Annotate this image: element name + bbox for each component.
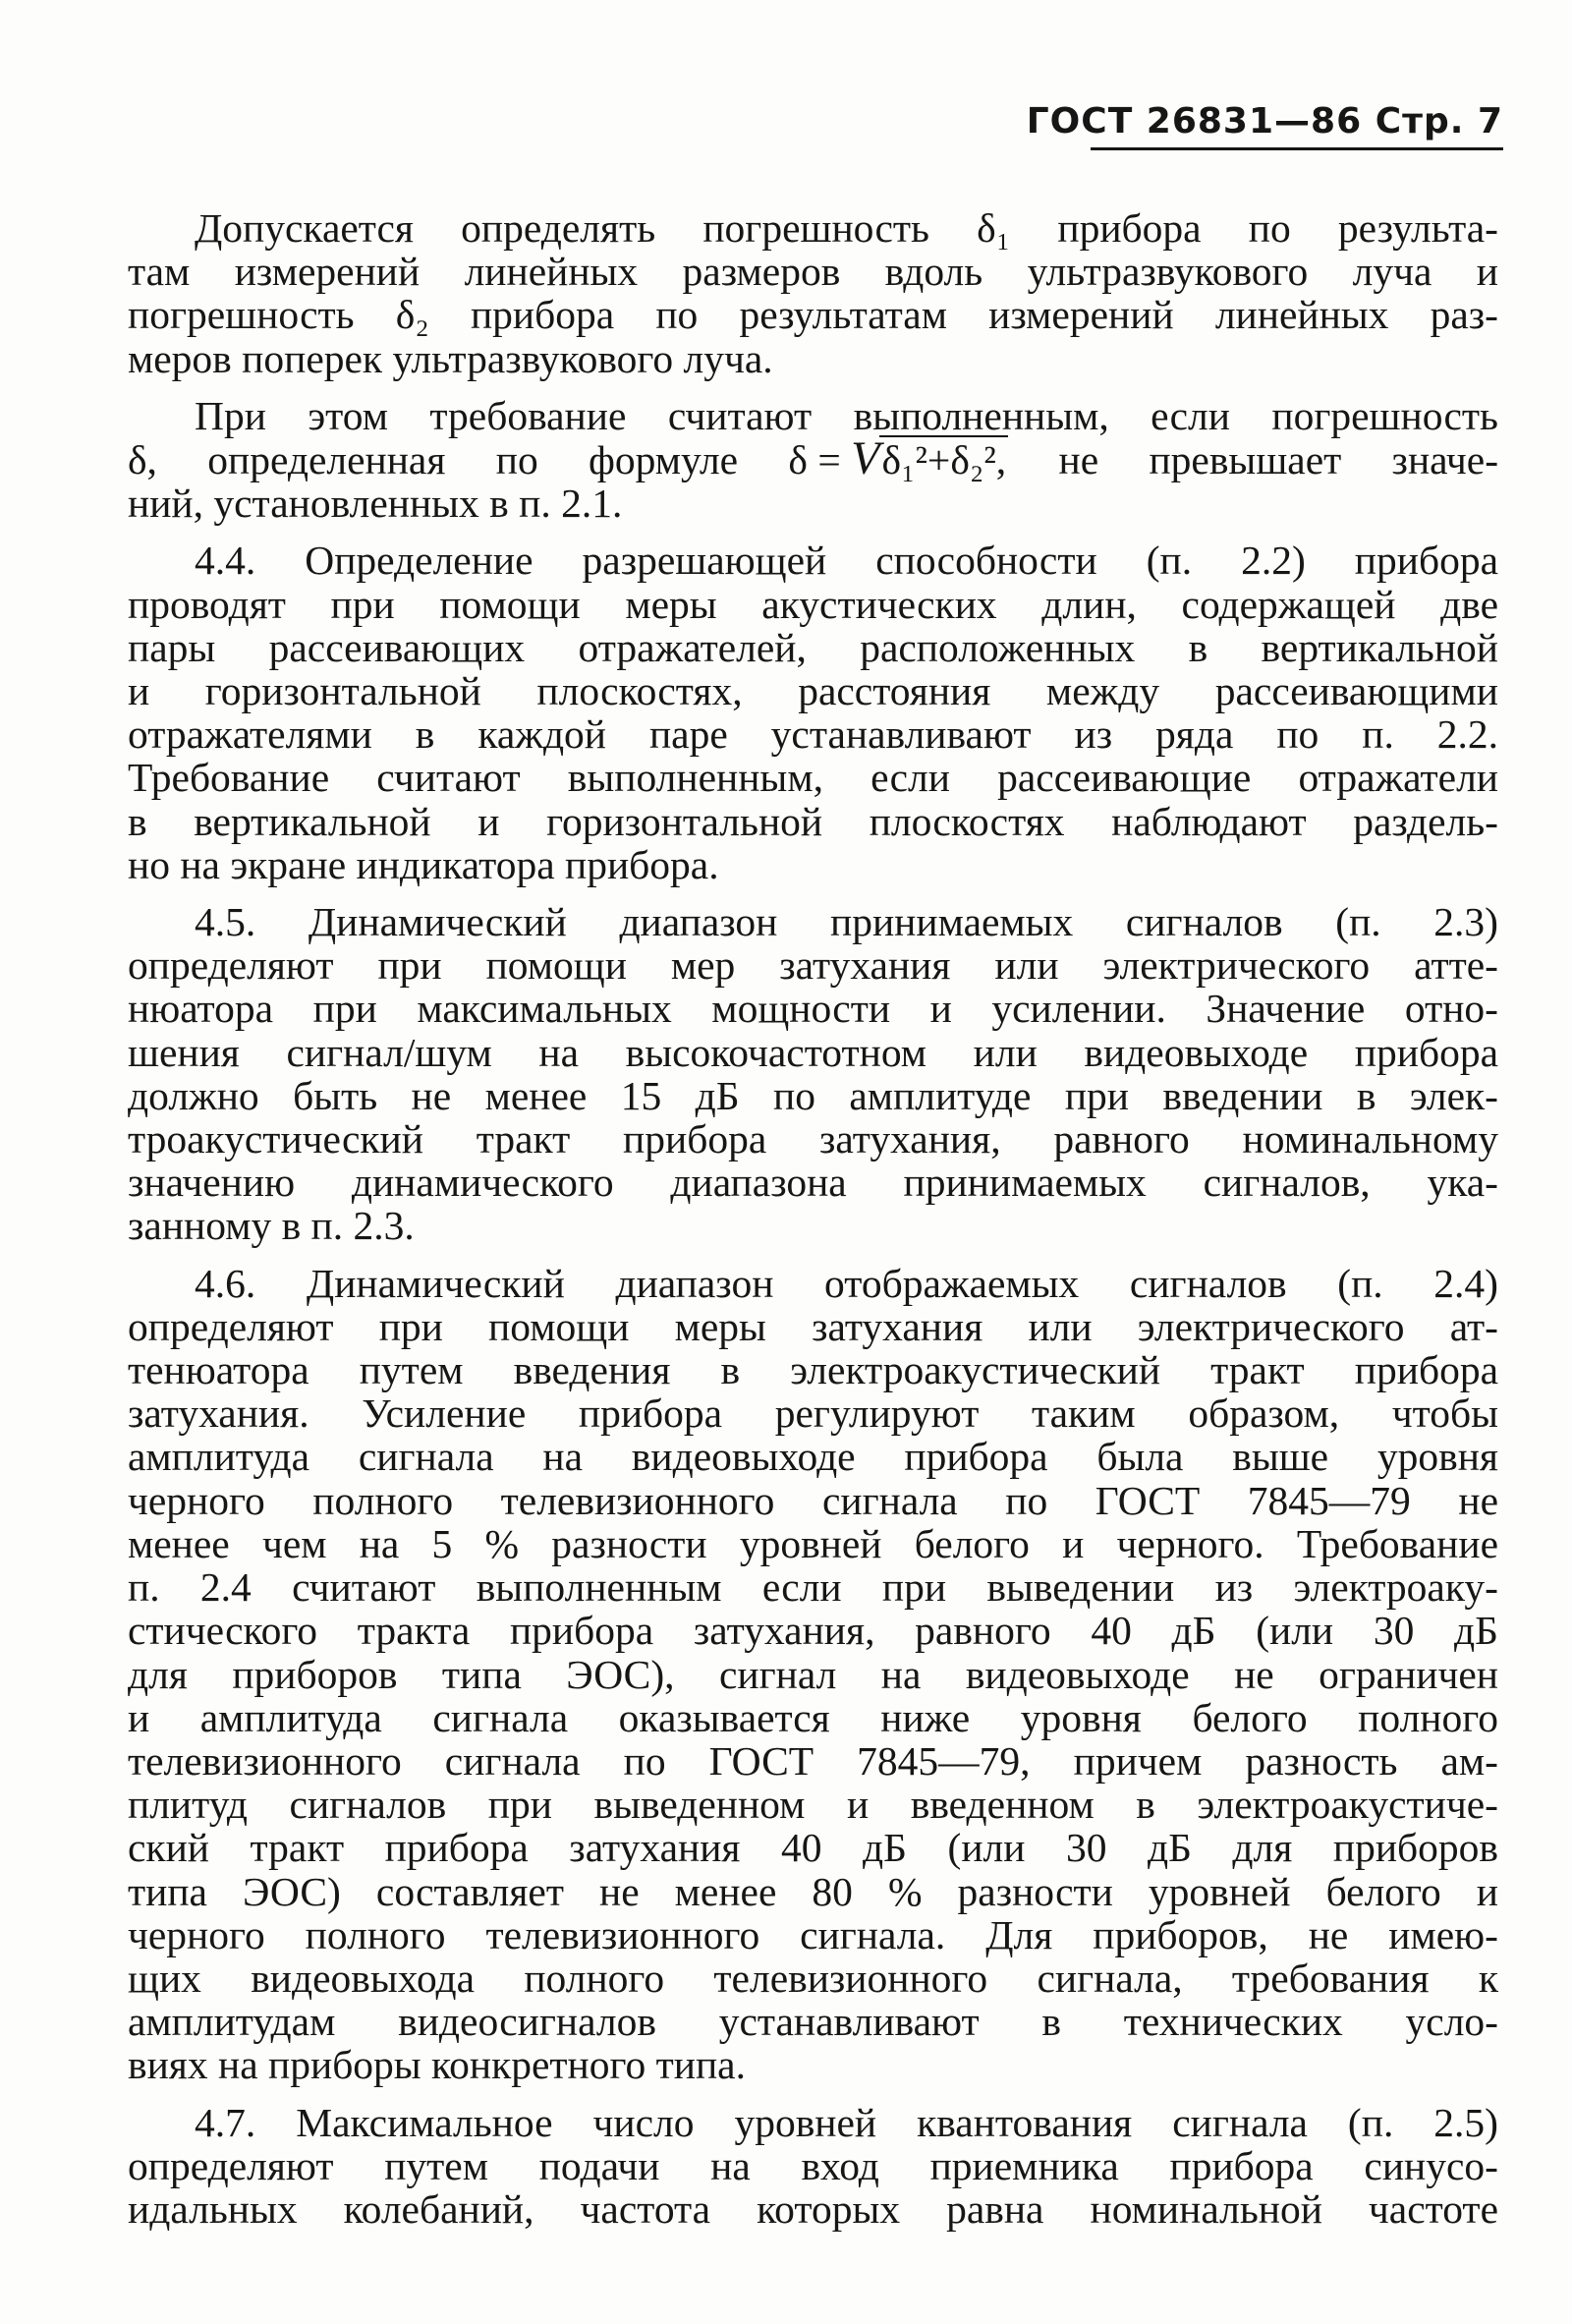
text-line: менее чем на 5 % разности уровней белого и черного. Требование (128, 1520, 1498, 1566)
text-line: черного полного телевизионного сигнала по ГОСТ 7845—79 не (128, 1477, 1498, 1523)
formula-radicand: δ₁²+δ₂², (881, 437, 1007, 483)
formula-intro: δ, определенная по формуле (128, 437, 739, 483)
text-line: шения сигнал/шум на высокочастотном или видеовыходе прибора (128, 1029, 1498, 1075)
paragraph-error-determination (128, 206, 1498, 380)
text-line: телевизионного сигнала по ГОСТ 7845—79, причем разность ам- (128, 1737, 1498, 1784)
text-line: нюатора при максимальных мощности и усилении. Значение отно- (128, 986, 1498, 1032)
text-line: должно быть не менее 15 дБ по амплитуде при введении в элек- (128, 1072, 1498, 1118)
text-line: Требование считают выполненным, если рассеивающие отражатели (128, 755, 1498, 801)
text-line: меров поперек ультразвукового луча. (128, 335, 773, 381)
text-line: отражателями в каждой паре устанавливают из ряда по п. 2.2. (128, 711, 1498, 758)
formula-outro: не превышает значе- (1058, 437, 1499, 483)
text-line: пары рассеивающих отражателей, расположенных в вертикальной (128, 624, 1498, 670)
text-line: там измерений линейных размеров вдоль ультразвукового луча и (128, 249, 1498, 295)
text-line: типа ЭОС) составляет не менее 80 % разности уровней белого и (128, 1868, 1498, 1914)
text-line: амплитуда сигнала на видеовыходе прибора была выше уровня (128, 1434, 1498, 1480)
text-line: проводят при помощи меры акустических длин, содержащей две (128, 581, 1498, 627)
text-line: 4.4. Определение разрешающей способности (п. 2.2) прибора (195, 538, 1498, 584)
text-line: и амплитуда сигнала оказывается ниже уровня белого полного (128, 1694, 1498, 1740)
text-line: но на экране индикатора прибора. (128, 841, 719, 887)
radical-sign: V (851, 432, 880, 485)
text-line: п. 2.4 считают выполненным если при выведении из электроаку- (128, 1564, 1498, 1611)
text-line: определяют при помощи меры затухания или электрического ат- (128, 1303, 1498, 1349)
document-body (128, 206, 1498, 2244)
text-line: троакустический тракт прибора затухания, равного номинальному (128, 1116, 1498, 1162)
text-line: Допускается определять погрешность δ₁ прибора по результа- (195, 205, 1498, 251)
text-line: и горизонтальной плоскостях, расстояния между рассеивающими (128, 668, 1498, 714)
text-line: виях на приборы конкретного типа. (128, 2042, 746, 2088)
text-line: для приборов типа ЭОС), сигнал на видеовыходе не ограничен (128, 1651, 1498, 1697)
text-line: щих видеовыхода полного телевизионного сигнала, требования к (128, 1955, 1498, 2001)
text-line: 4.6. Динамический диапазон отображаемых сигналов (п. 2.4) (195, 1260, 1498, 1306)
text-line: плитуд сигналов при выведенном и введенном в электроакустиче- (128, 1782, 1498, 1828)
text-line: 4.5. Динамический диапазон принимаемых сигналов (п. 2.3) (195, 899, 1498, 945)
text-line: погрешность δ₂ прибора по результатам измерений линейных раз- (128, 292, 1498, 338)
text-line: в вертикальной и горизонтальной плоскостях наблюдают раздель- (128, 798, 1498, 844)
text-line: стического тракта прибора затухания, равного 40 дБ (или 30 дБ (128, 1608, 1498, 1654)
paragraph-4-4 (128, 538, 1498, 886)
error-formula (788, 432, 1008, 485)
text-line: При этом требование считают выполненным, если погрешность (195, 392, 1498, 438)
text-line: амплитудам видеосигналов устанавливают в технических усло- (128, 1999, 1498, 2045)
text-line: затухания. Усиление прибора регулируют таким образом, чтобы (128, 1390, 1498, 1437)
text-line: черного полного телевизионного сигнала. Для приборов, не имею- (128, 1911, 1498, 1957)
page-number: Стр. 7 (1375, 101, 1503, 142)
header-rule (1091, 147, 1503, 150)
text-line-formula (128, 432, 1499, 485)
text-line: идальных колебаний, частота которых равна номинальной частоте (128, 2185, 1498, 2232)
formula-lhs: δ = (788, 437, 841, 483)
text-line: 4.7. Максимальное число уровней квантования сигнала (п. 2.5) (195, 2099, 1498, 2145)
paragraph-4-7 (128, 2101, 1498, 2232)
standard-number: ГОСТ 26831—86 (1026, 101, 1363, 142)
text-line: ский тракт прибора затухания 40 дБ (или 30 дБ для приборов (128, 1825, 1498, 1871)
paragraph-4-6 (128, 1262, 1498, 2087)
text-line: занному в п. 2.3. (128, 1203, 415, 1249)
text-line: ний, установленных в п. 2.1. (128, 481, 623, 527)
paragraph-4-5 (128, 900, 1498, 1248)
text-line: определяют при помощи мер затухания или электрического атте- (128, 942, 1498, 989)
text-line: определяют путем подачи на вход приемника прибора синусо- (128, 2142, 1498, 2188)
text-line: тенюатора путем введения в электроакустический тракт прибора (128, 1347, 1498, 1393)
page-header (1012, 100, 1503, 143)
paragraph-formula (128, 394, 1498, 526)
text-line: значению динамического диапазона принимаемых сигналов, ука- (128, 1160, 1498, 1206)
